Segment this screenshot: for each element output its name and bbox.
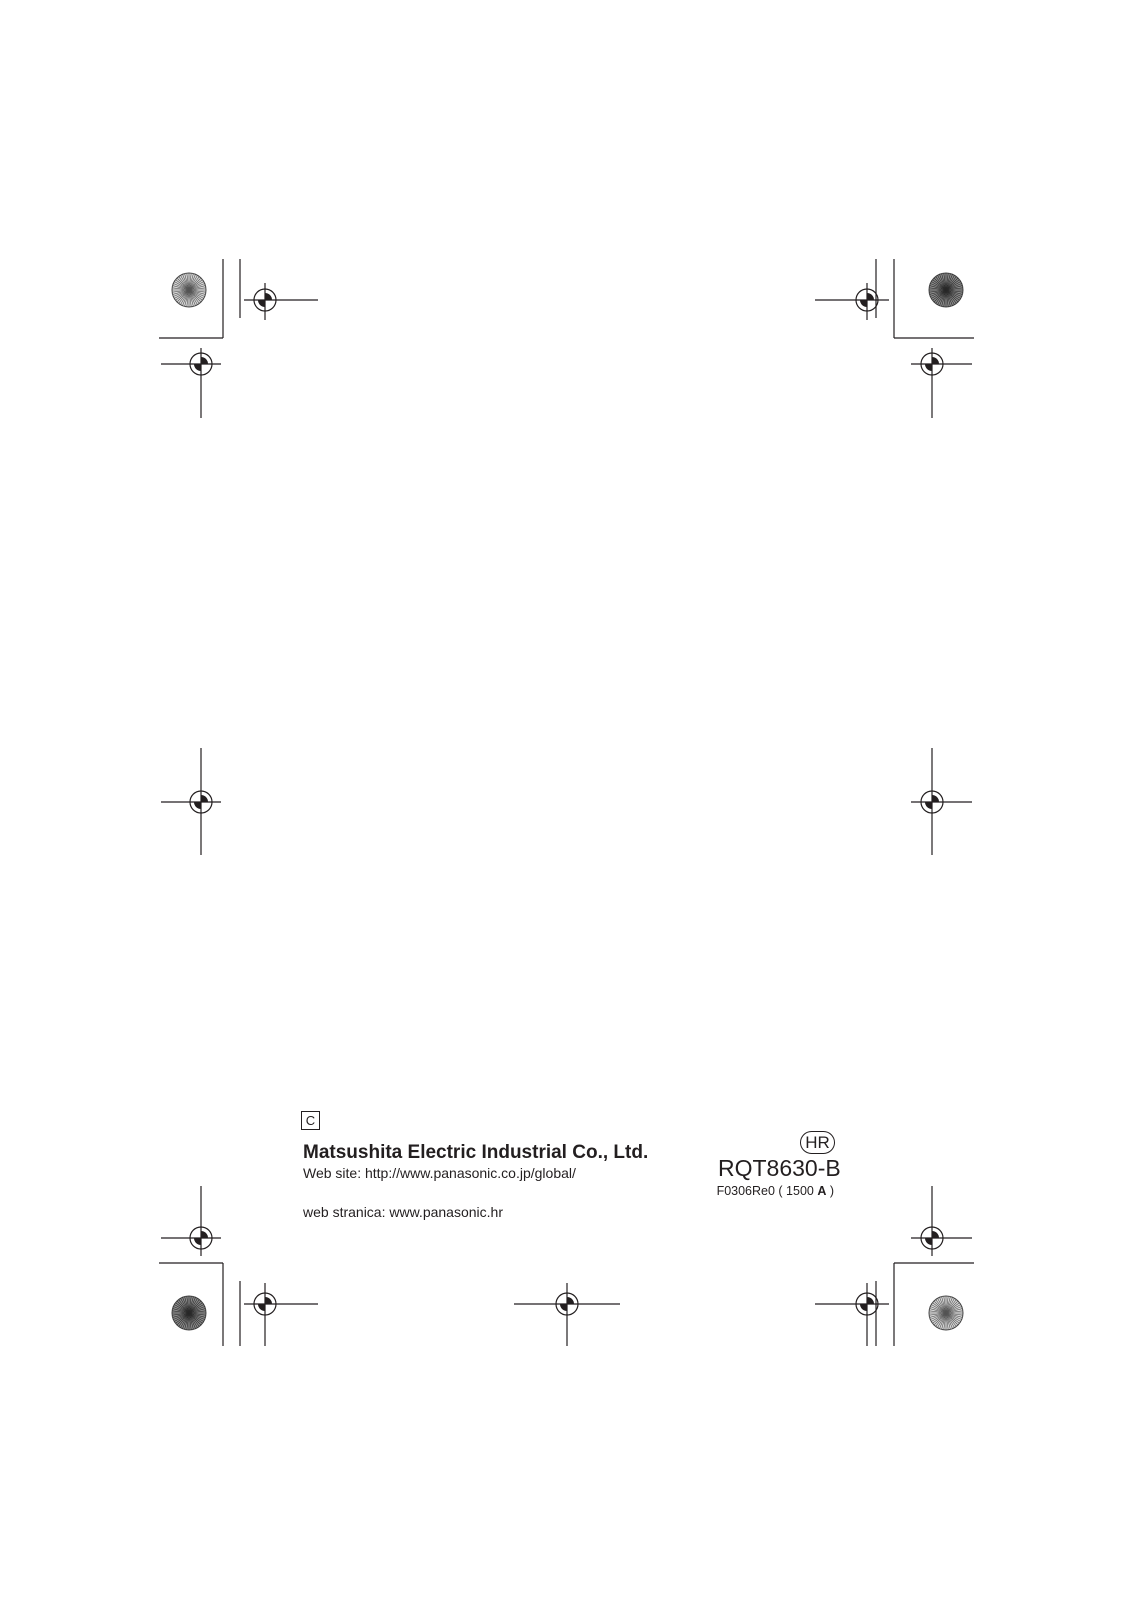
starburst-disc <box>929 1296 963 1330</box>
registration-target <box>911 348 972 418</box>
starburst-disc <box>172 273 206 307</box>
registration-target <box>244 283 318 320</box>
website-line: Web site: http://www.panasonic.co.jp/global/ <box>303 1165 576 1181</box>
registration-target <box>815 1283 889 1346</box>
registration-target <box>514 1283 620 1346</box>
company-name: Matsushita Electric Industrial Co., Ltd. <box>303 1142 649 1163</box>
print-code <box>694 1184 834 1198</box>
registration-target <box>911 1186 972 1256</box>
starburst-disc <box>929 273 963 307</box>
registration-target <box>161 348 221 418</box>
starburst-disc <box>172 1296 206 1330</box>
registration-target <box>815 283 889 320</box>
language-badge: HR <box>800 1131 835 1154</box>
copyright-mark: C <box>301 1111 320 1130</box>
registration-target <box>161 748 221 855</box>
registration-target <box>911 748 972 855</box>
print-code-suffix: ) <box>826 1184 834 1198</box>
model-code: RQT8630-B <box>718 1155 841 1181</box>
registration-target <box>161 1186 221 1256</box>
print-code-grade: A <box>817 1184 827 1198</box>
registration-target <box>244 1283 318 1346</box>
local-website-line: web stranica: www.panasonic.hr <box>303 1204 503 1220</box>
print-code-prefix: F0306Re0 ( 1500 <box>716 1184 818 1198</box>
